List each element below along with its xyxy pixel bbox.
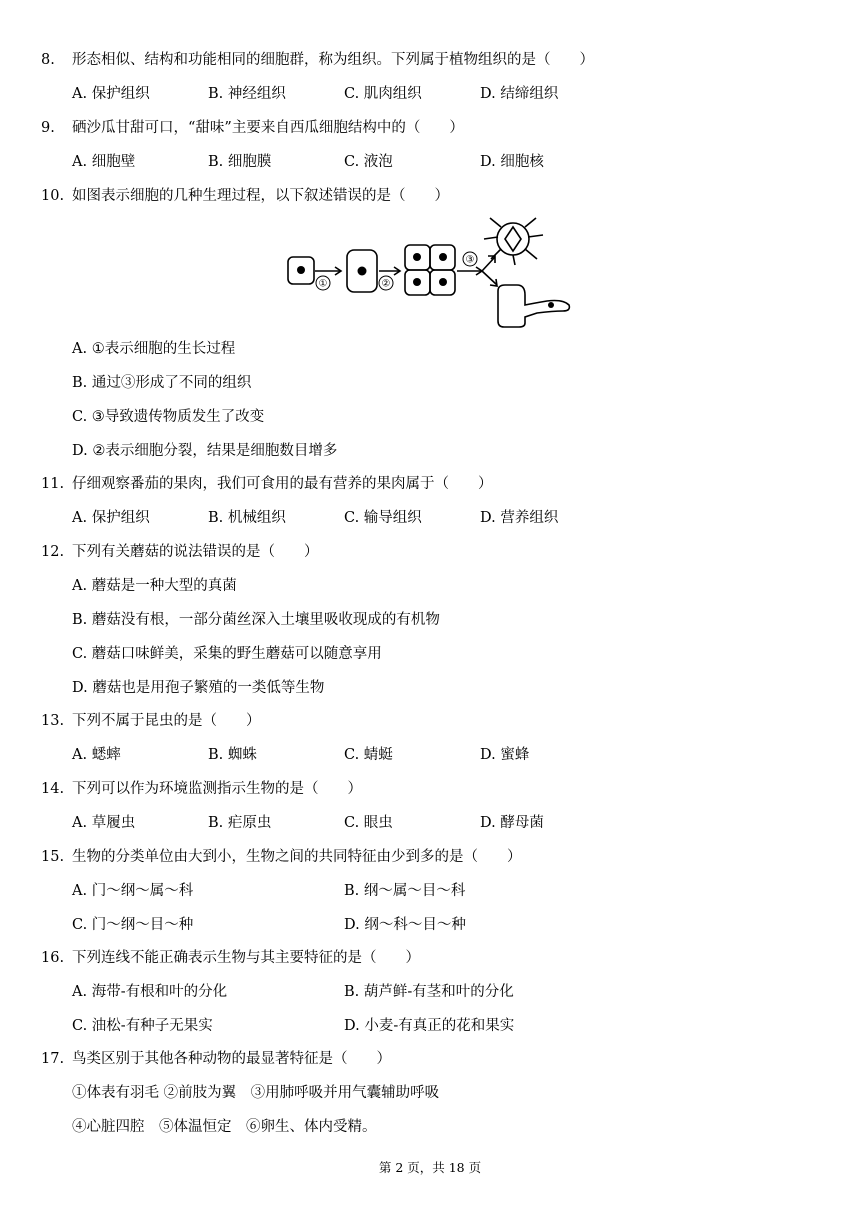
option-c[interactable]: C. 蘑菇口味鲜美，采集的野生蘑菇可以随意享用	[72, 646, 382, 662]
option-d[interactable]: D. ②表示细胞分裂，结果是细胞数目增多	[72, 443, 338, 459]
option-b[interactable]: B. 神经组织	[208, 86, 286, 102]
option-c[interactable]: C. 液泡	[344, 154, 393, 170]
option-b[interactable]: B. 疟原虫	[208, 815, 272, 831]
option-b[interactable]: B. 蘑菇没有根，一部分菌丝深入土壤里吸收现成的有机物	[72, 612, 440, 628]
question-stem: 鸟类区别于其他各种动物的最显著特征是（ ）	[72, 1051, 391, 1067]
question-stem: 仔细观察番茄的果肉，我们可食用的最有营养的果肉属于（ ）	[72, 476, 493, 492]
option-a[interactable]: A. 门～纲～属～科	[72, 883, 194, 899]
option-b[interactable]: B. 葫芦鲜-有茎和叶的分化	[344, 984, 514, 1000]
option-a[interactable]: A. 保护组织	[72, 510, 150, 526]
label-3: ③	[465, 254, 475, 266]
page-footer: 第 2 页，共 18 页	[378, 1160, 482, 1175]
question-11: 11. 仔细观察番茄的果肉，我们可食用的最有营养的果肉属于（ ）	[41, 476, 493, 492]
question-stem: 形态相似、结构和功能相同的细胞群，称为组织。下列属于植物组织的是（ ）	[72, 52, 594, 68]
option-c[interactable]: C. 眼虫	[344, 815, 393, 831]
option-c[interactable]: C. 肌肉组织	[344, 86, 422, 102]
question-16: 16. 下列连线不能正确表示生物与其主要特征的是（ ）	[41, 950, 420, 966]
option-d[interactable]: D. 蜜蜂	[480, 747, 530, 763]
question-15: 15. 生物的分类单位由大到小，生物之间的共同特征由少到多的是（ ）	[41, 849, 522, 865]
question-17: 17. 鸟类区别于其他各种动物的最显著特征是（ ）	[41, 1051, 391, 1067]
question-stem: 下列有关蘑菇的说法错误的是（ ）	[72, 544, 319, 560]
option-a[interactable]: A. 细胞壁	[72, 154, 136, 170]
question-stem: 硒沙瓜甘甜可口，“甜味”主要来自西瓜细胞结构中的（ ）	[72, 120, 464, 136]
label-1: ①	[318, 278, 328, 290]
muscle-cell	[498, 285, 569, 327]
question-stem: 下列可以作为环境监测指示生物的是（ ）	[72, 781, 362, 797]
cell-process-figure	[285, 215, 580, 330]
option-a[interactable]: A. 蟋蟀	[72, 747, 121, 763]
option-b[interactable]: B. 细胞膜	[208, 154, 272, 170]
option-c[interactable]: C. 油松-有种子无果实	[72, 1018, 213, 1034]
option-b[interactable]: B. 纲～属～目～科	[344, 883, 466, 899]
option-d[interactable]: D. 小麦-有真正的花和果实	[344, 1018, 515, 1034]
option-d[interactable]: D. 营养组织	[480, 510, 559, 526]
option-d[interactable]: D. 纲～科～目～种	[344, 917, 466, 933]
statement-line: ①体表有羽毛 ②前肢为翼 ③用肺呼吸并用气囊辅助呼吸	[72, 1085, 440, 1101]
option-c[interactable]: C. 门～纲～目～种	[72, 917, 194, 933]
question-14: 14. 下列可以作为环境监测指示生物的是（ ）	[41, 781, 362, 797]
option-c[interactable]: C. 输导组织	[344, 510, 422, 526]
label-2: ②	[381, 278, 391, 290]
option-d[interactable]: D. 结缔组织	[480, 86, 559, 102]
question-stem: 下列连线不能正确表示生物与其主要特征的是（ ）	[72, 950, 420, 966]
option-d[interactable]: D. 蘑菇也是用孢子繁殖的一类低等生物	[72, 680, 325, 696]
option-d[interactable]: D. 细胞核	[480, 154, 544, 170]
option-b[interactable]: B. 机械组织	[208, 510, 286, 526]
option-a[interactable]: A. ①表示细胞的生长过程	[72, 341, 236, 357]
option-b[interactable]: B. 蜘蛛	[208, 747, 257, 763]
question-12: 12. 下列有关蘑菇的说法错误的是（ ）	[41, 544, 319, 560]
question-stem: 如图表示细胞的几种生理过程，以下叙述错误的是（ ）	[72, 188, 449, 204]
question-8: 8. 形态相似、结构和功能相同的细胞群，称为组织。下列属于植物组织的是（ ）	[41, 52, 594, 68]
option-c[interactable]: C. ③导致遗传物质发生了改变	[72, 409, 265, 425]
option-b[interactable]: B. 通过③形成了不同的组织	[72, 375, 252, 391]
option-a[interactable]: A. 蘑菇是一种大型的真菌	[72, 578, 237, 594]
option-a[interactable]: A. 草履虫	[72, 815, 136, 831]
question-10: 10. 如图表示细胞的几种生理过程，以下叙述错误的是（ ）	[41, 188, 449, 204]
option-a[interactable]: A. 保护组织	[72, 86, 150, 102]
option-d[interactable]: D. 酵母菌	[480, 815, 544, 831]
statement-line: ④心脏四腔 ⑤体温恒定 ⑥卵生、体内受精。	[72, 1119, 377, 1135]
option-c[interactable]: C. 蜻蜓	[344, 747, 393, 763]
question-9: 9. 硒沙瓜甘甜可口，“甜味”主要来自西瓜细胞结构中的（ ）	[41, 120, 464, 136]
option-a[interactable]: A. 海带-有根和叶的分化	[72, 984, 228, 1000]
question-stem: 下列不属于昆虫的是（ ）	[72, 713, 261, 729]
question-stem: 生物的分类单位由大到小，生物之间的共同特征由少到多的是（ ）	[72, 849, 522, 865]
question-13: 13. 下列不属于昆虫的是（ ）	[41, 713, 261, 729]
